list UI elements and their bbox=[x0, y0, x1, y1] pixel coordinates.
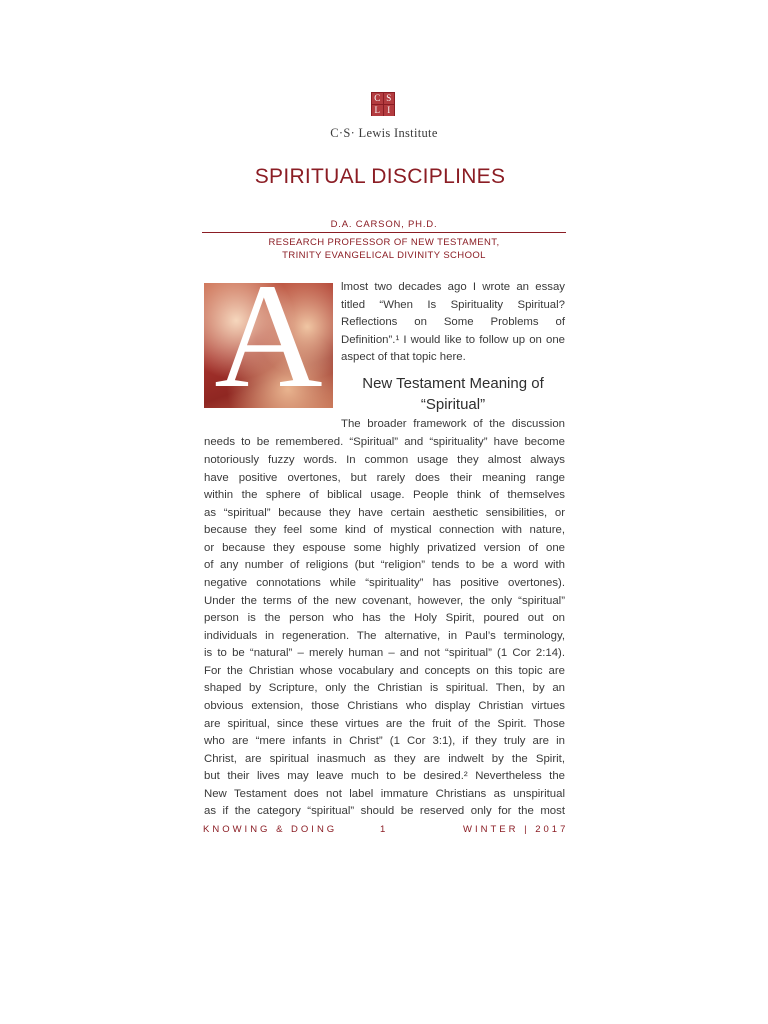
author-name: D.A. CARSON, PH.D. bbox=[330, 219, 438, 230]
footer-issue: WINTER | 2017 bbox=[463, 824, 569, 835]
body-line: shaped by Scripture, only the Christian is spiritual. Then, by an bbox=[204, 682, 565, 694]
body-line: negative connotations while “spirituality” has positive overtones). bbox=[204, 577, 565, 589]
logo-cell: I bbox=[384, 105, 395, 116]
body-line: as “spiritual” because they have certain aesthetic sensibilities, or bbox=[204, 507, 565, 519]
drop-cap-letter: A bbox=[214, 283, 323, 408]
body-line: obvious extension, those Christians who display Christian virtues bbox=[204, 700, 565, 712]
body-line: individuals in regeneration. The alternative, in Paul’s terminology, bbox=[204, 630, 565, 642]
body-line: are spiritual, since these virtues are the fruit of the Spirit. Those bbox=[204, 718, 565, 730]
body-line: as if the category “spiritual” should be reserved only for the most bbox=[204, 805, 565, 817]
organization-name: C·S· Lewis Institute bbox=[330, 126, 438, 140]
body-line: notoriously fuzzy words. In common usage they almost always bbox=[204, 454, 565, 466]
section-heading: New Testament Meaning of “Spiritual” bbox=[362, 375, 544, 413]
intro-paragraph: lmost two decades ago I wrote an essay titled “When Is Spirituality Spiritual? Reflections on Some Problems of Definition”.¹ I would like to follow up on one aspect of that topic here. bbox=[341, 281, 565, 364]
body-line: of any number of religions (but “religion” tends to be a word with bbox=[204, 559, 565, 571]
body-line: but their lives may leave much to be desired.² Nevertheless the bbox=[204, 770, 565, 782]
body-line: needs to be remembered. “Spiritual” and “spirituality” have become bbox=[204, 436, 565, 448]
body-line: person is the person who has the Holy Spirit, poured out on bbox=[204, 612, 565, 624]
logo-cell: C bbox=[372, 93, 383, 104]
body-line: For the Christian whose vocabulary and concepts on this topic are bbox=[204, 665, 565, 677]
footer-publication: KNOWING & DOING bbox=[203, 824, 338, 835]
body-line: is to be “natural” – merely human – and not “spiritual” (1 Cor 2:14). bbox=[204, 647, 565, 659]
body-line: Christ, are spiritual inasmuch as they are indwelt by the Spirit, bbox=[204, 753, 565, 765]
footer-page-number: 1 bbox=[380, 824, 389, 835]
body-line: because they feel some kind of mystical connection with nature, bbox=[204, 524, 565, 536]
drop-cap-image bbox=[204, 283, 333, 408]
logo-cell: L bbox=[372, 105, 383, 116]
title-divider bbox=[202, 232, 566, 233]
body-line: or because they espouse some highly privatized version of one bbox=[204, 542, 565, 554]
affiliation-line: TRINITY EVANGELICAL DIVINITY SCHOOL bbox=[282, 249, 486, 261]
author-affiliation bbox=[200, 237, 568, 262]
logo-cell: S bbox=[384, 93, 395, 104]
body-line: within the sphere of biblical usage. People think of themselves bbox=[204, 489, 565, 501]
logo-mark bbox=[371, 92, 395, 116]
article-title: SPIRITUAL DISCIPLINES bbox=[254, 165, 506, 188]
body-line: The broader framework of the discussion bbox=[341, 418, 565, 430]
body-line: who are “mere infants in Christ” (1 Cor 3:1), if they truly are in bbox=[204, 735, 565, 747]
affiliation-line: RESEARCH PROFESSOR OF NEW TESTAMENT, bbox=[268, 237, 500, 248]
body-line: have positive overtones, but rarely does their meaning range bbox=[204, 472, 565, 484]
body-line: New Testament does not label immature Christians as unspiritual bbox=[204, 788, 565, 800]
body-line: Under the terms of the new covenant, however, the only “spiritual” bbox=[204, 595, 565, 607]
